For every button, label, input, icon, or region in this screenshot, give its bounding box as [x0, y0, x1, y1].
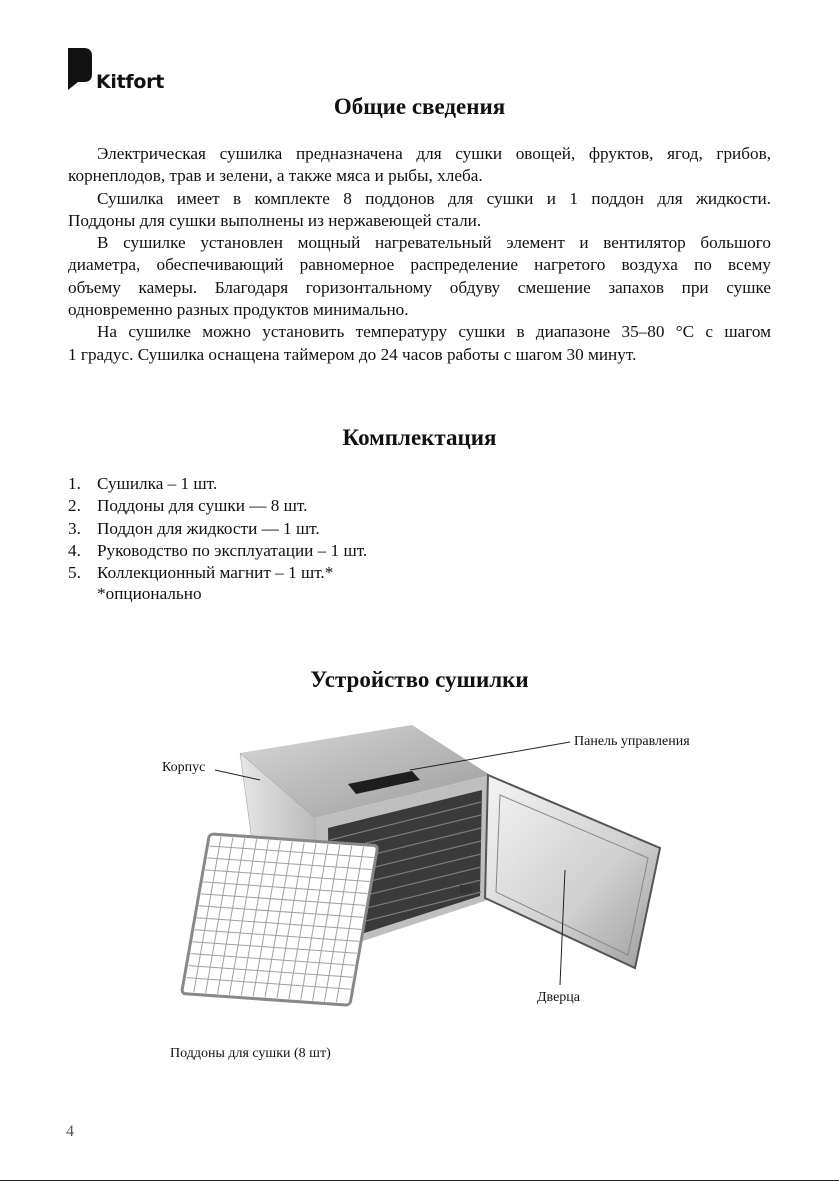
dryer-illustration: [150, 720, 710, 1080]
list-item: 3. Поддон для жидкости — 1 шт.: [68, 518, 320, 538]
label-body: Корпус: [162, 760, 206, 775]
label-door: Дверца: [537, 990, 580, 1005]
dryer-foot: [460, 885, 472, 893]
kitfort-logo: [66, 46, 176, 96]
label-control-panel: Панель управления: [574, 734, 690, 749]
paragraph-4-line-2: 1 градус. Сушилка оснащена таймером до 24 часов работы с шагом 30 минут.: [68, 344, 637, 364]
paragraph-2-line-1: Сушилка имеет в комплекте 8 поддонов для сушки и 1 поддон для жидкости.: [97, 188, 771, 208]
list-item: 2. Поддоны для сушки — 8 шт.: [68, 496, 308, 516]
optional-note: *опционально: [97, 584, 202, 603]
paragraph-1-line-2: корнеплодов, трав и зелени, а также мяса и рыбы, хлеба.: [68, 166, 483, 186]
section-title-contents: Комплектация: [342, 425, 497, 450]
section-title-general: Общие сведения: [333, 94, 506, 119]
paragraph-1-line-1: Электрическая сушилка предназначена для сушки овощей, фруктов, ягод, грибов,: [97, 144, 771, 163]
bottom-divider: [0, 1180, 839, 1181]
paragraph-3-line-3: объему камеры. Благодаря горизонтальному обдуву смешение запахов при сушке: [68, 277, 771, 297]
list-item: 4. Руководство по эксплуатации – 1 шт.: [68, 540, 368, 560]
list-item: 5. Коллекционный магнит – 1 шт.*: [68, 563, 334, 583]
paragraph-3-line-4: одновременно разных продуктов минимально.: [68, 300, 409, 320]
label-trays: Поддоны для сушки (8 шт): [170, 1046, 331, 1061]
paragraph-3-line-2: диаметра, обеспечивающий равномерное распределение нагретого воздуха по всему: [68, 255, 771, 275]
paragraph-3-line-1: В сушилке установлен мощный нагревательный элемент и вентилятор большого: [97, 233, 771, 253]
drying-tray: [182, 834, 378, 1005]
door: [485, 775, 660, 968]
paragraph-2-line-2: Поддоны для сушки выполнены из нержавеющей стали.: [68, 210, 482, 230]
kitfort-logo-icon: [66, 46, 94, 92]
list-item: 1. Сушилка – 1 шт.: [68, 474, 218, 493]
logo-text: Kitfort: [96, 71, 164, 93]
section-title-device: Устройство сушилки: [310, 667, 529, 692]
contents-list: [68, 473, 367, 584]
general-info-text: [68, 143, 771, 366]
page-number: 4: [66, 1123, 74, 1140]
dryer-drawing: [150, 720, 710, 1080]
paragraph-4-line-1: На сушилке можно установить температуру сушки в диапазоне 35–80 °С с шагом: [97, 322, 771, 342]
